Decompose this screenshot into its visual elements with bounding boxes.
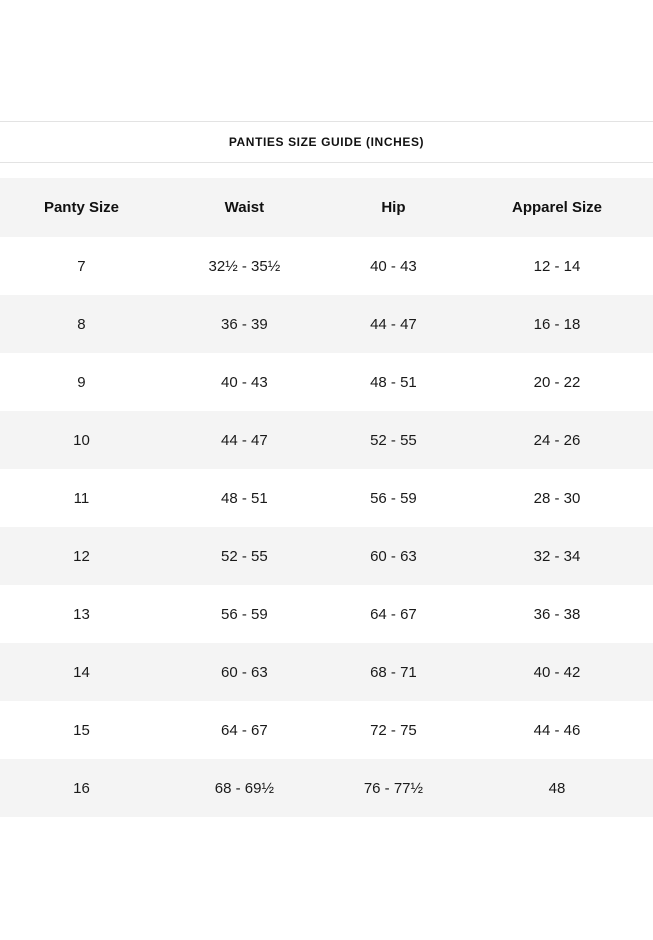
cell-panty-size: 11 [73,489,90,507]
cell-waist: 40 - 43 [221,373,268,391]
cell-hip: 72 - 75 [370,721,417,739]
cell-apparel-size: 24 - 26 [533,431,581,449]
cell-waist: 68 - 69½ [214,779,274,797]
cell-panty-size: 15 [73,721,90,739]
cell-hip: 44 - 47 [370,315,417,333]
column-header-apparel-size: Apparel Size [461,178,653,237]
cell-hip: 52 - 55 [370,431,417,449]
column-header-hip: Hip [326,178,461,237]
cell-waist: 36 - 39 [221,315,268,333]
top-whitespace [0,0,653,121]
cell-apparel-size: 16 - 18 [533,315,581,333]
cell-waist: 44 - 47 [221,431,268,449]
cell-apparel-size: 28 - 30 [533,489,581,507]
cell-panty-size: 8 [77,315,86,333]
table-row [0,469,653,527]
title-table-gap [0,163,653,178]
table-row [0,585,653,643]
cell-waist: 64 - 67 [221,721,268,739]
cell-hip: 64 - 67 [370,605,417,623]
cell-apparel-size: 12 - 14 [533,257,581,275]
cell-waist: 32½ - 35½ [208,257,281,275]
cell-apparel-size: 40 - 42 [533,663,581,681]
column-header-waist: Waist [163,178,326,237]
cell-panty-size: 9 [77,373,86,391]
cell-hip: 48 - 51 [370,373,417,391]
cell-waist: 52 - 55 [221,547,268,565]
cell-panty-size: 12 [73,547,90,565]
table-row [0,701,653,759]
cell-panty-size: 7 [77,257,86,275]
cell-hip: 56 - 59 [370,489,417,507]
cell-apparel-size: 44 - 46 [533,721,581,739]
cell-hip: 68 - 71 [370,663,417,681]
table-row [0,527,653,585]
table-header-row [0,178,653,237]
cell-hip: 76 - 77½ [363,779,424,797]
size-guide-title-bar [0,121,653,163]
cell-apparel-size: 48 [548,779,566,797]
table-row [0,295,653,353]
cell-apparel-size: 32 - 34 [533,547,581,565]
cell-apparel-size: 36 - 38 [533,605,581,623]
cell-waist: 48 - 51 [221,489,268,507]
table-row [0,411,653,469]
table-row [0,353,653,411]
cell-hip: 60 - 63 [370,547,417,565]
size-guide-table [0,178,653,817]
size-guide-title: PANTIES SIZE GUIDE (INCHES) [228,135,425,149]
cell-hip: 40 - 43 [370,257,417,275]
cell-waist: 60 - 63 [221,663,268,681]
cell-panty-size: 14 [73,663,90,681]
cell-waist: 56 - 59 [221,605,268,623]
cell-panty-size: 13 [73,605,90,623]
table-row [0,643,653,701]
table-row [0,759,653,817]
cell-apparel-size: 20 - 22 [533,373,581,391]
cell-panty-size: 10 [73,431,90,449]
table-row [0,237,653,295]
column-header-panty-size: Panty Size [0,178,163,237]
cell-panty-size: 16 [73,779,90,797]
